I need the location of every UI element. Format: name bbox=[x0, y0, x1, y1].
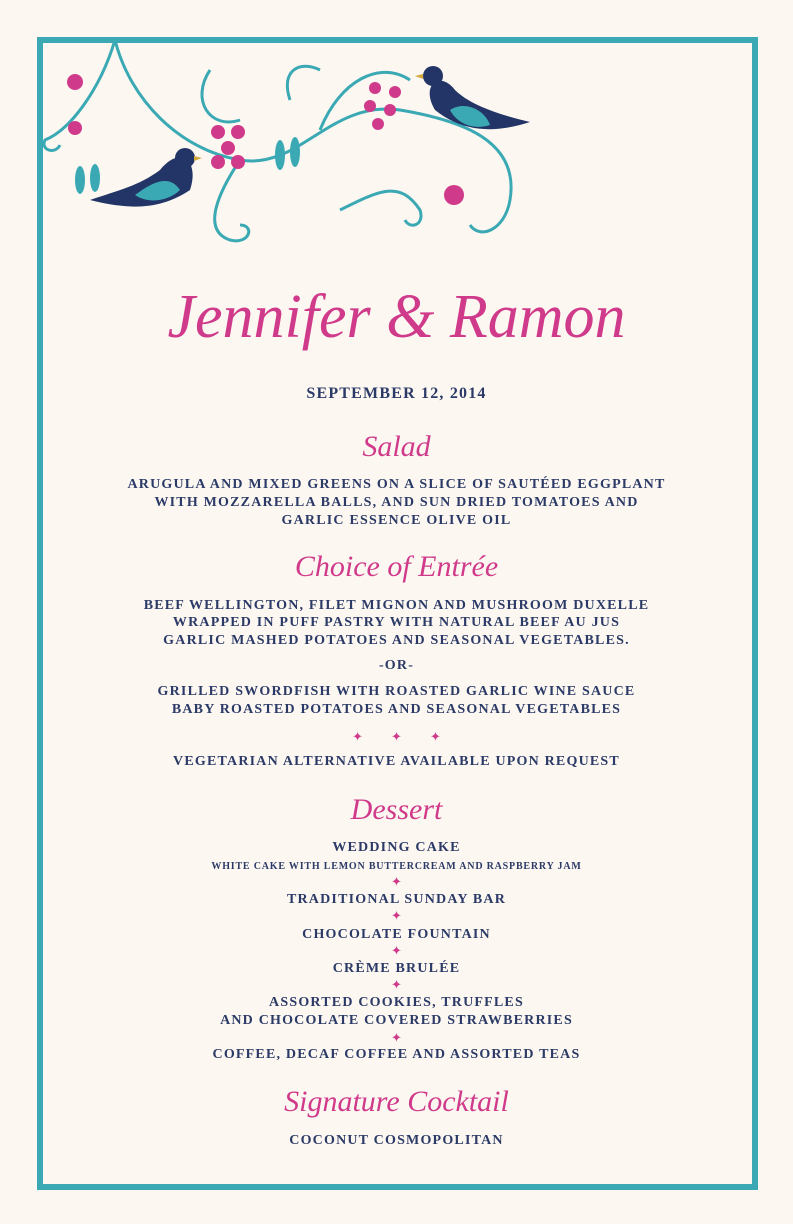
entree-option2-line: GRILLED SWORDFISH WITH ROASTED GARLIC WINE SAUCE bbox=[157, 684, 636, 699]
dessert-item: AND CHOCOLATE COVERED STRAWBERRIES bbox=[220, 1013, 573, 1028]
or-separator: -OR- bbox=[378, 658, 415, 673]
entree-heading: Choice of Entrée bbox=[294, 550, 499, 583]
dessert-item-description: WHITE CAKE WITH LEMON BUTTERCREAM AND RASPBERRY JAM bbox=[211, 861, 582, 872]
diamond-icon: ✦ bbox=[391, 1030, 402, 1045]
entree-option2-line: BABY ROASTED POTATOES AND SEASONAL VEGETABLES bbox=[171, 702, 622, 717]
entree-option1-line: BEEF WELLINGTON, FILET MIGNON AND MUSHROOM DUXELLE bbox=[143, 598, 650, 613]
dessert-item: WEDDING CAKE bbox=[332, 840, 461, 855]
diamond-divider-icon: ✦✦✦ bbox=[352, 729, 469, 744]
dessert-item: COFFEE, DECAF COFFEE AND ASSORTED TEAS bbox=[212, 1047, 581, 1062]
dessert-item: TRADITIONAL SUNDAY BAR bbox=[286, 892, 507, 907]
wedding-date: SEPTEMBER 12, 2014 bbox=[306, 385, 487, 402]
cocktail-heading: Signature Cocktail bbox=[284, 1085, 509, 1118]
dessert-item: ASSORTED COOKIES, TRUFFLES bbox=[269, 995, 524, 1010]
dessert-item: CRÈME BRULÉE bbox=[332, 961, 461, 976]
diamond-icon: ✦ bbox=[391, 874, 402, 889]
dessert-heading: Dessert bbox=[350, 793, 443, 826]
entree-option1-line: WRAPPED IN PUFF PASTRY WITH NATURAL BEEF AU JUS bbox=[172, 615, 621, 630]
salad-line: GARLIC ESSENCE OLIVE OIL bbox=[281, 513, 512, 528]
birds-floral-ornament-icon bbox=[40, 40, 540, 260]
cocktail-name: COCONUT COSMOPOLITAN bbox=[289, 1133, 504, 1148]
diamond-icon: ✦ bbox=[391, 908, 402, 923]
diamond-icon: ✦ bbox=[391, 977, 402, 992]
salad-heading: Salad bbox=[362, 430, 431, 463]
salad-line: WITH MOZZARELLA BALLS, AND SUN DRIED TOMATOES AND bbox=[154, 495, 639, 510]
dessert-item: CHOCOLATE FOUNTAIN bbox=[302, 927, 491, 942]
salad-line: ARUGULA AND MIXED GREENS ON A SLICE OF SAUTÉED EGGPLANT bbox=[127, 477, 666, 492]
couple-names: Jennifer & Ramon bbox=[167, 283, 626, 351]
vegetarian-note: VEGETARIAN ALTERNATIVE AVAILABLE UPON REQUEST bbox=[173, 754, 620, 769]
diamond-icon: ✦ bbox=[391, 943, 402, 958]
entree-option1-line: GARLIC MASHED POTATOES AND SEASONAL VEGETABLES. bbox=[163, 633, 630, 648]
bird-left-icon bbox=[90, 148, 202, 207]
bird-right-icon bbox=[415, 66, 530, 129]
